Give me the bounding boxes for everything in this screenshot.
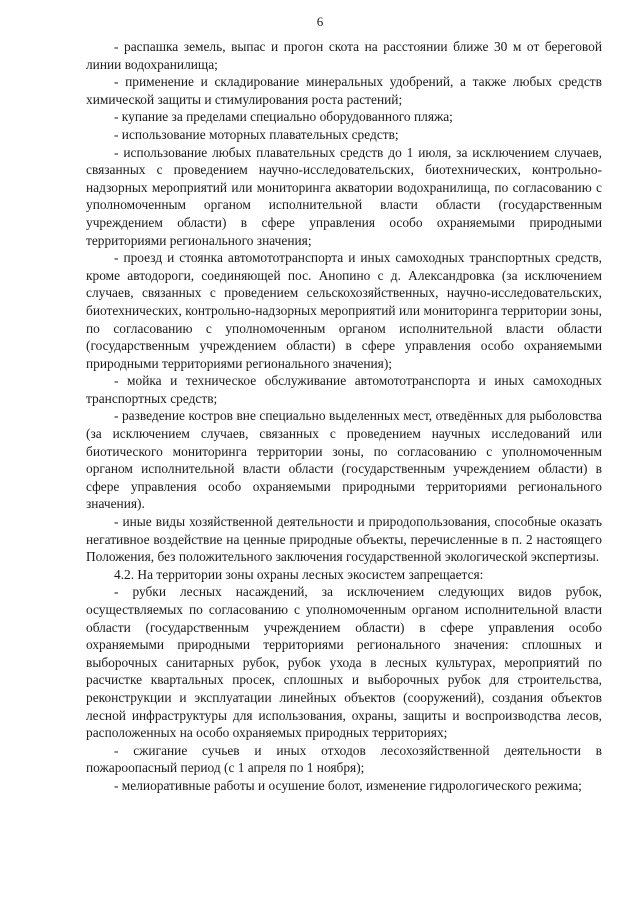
paragraph-campfires: - разведение костров вне специально выделенных мест, отведённых для рыболовства (за исключением случаев, связанных с проведением научных исследований или биотического мониторинга территории зоны, по согласованию с уполномоченным органом исполнительной власти области (государственным учреждением области) в сфере управления особо охраняемыми природными территориями регионального значения). [86, 408, 602, 512]
paragraph-land-reclamation: - мелиоративные работы и осушение болот, изменение гидрологического режима; [114, 777, 582, 793]
paragraph-tree-felling: - рубки лесных насаждений, за исключением следующих видов рубок, осуществляемых по согласованию с уполномоченным органом исполнительной власти области (государственным учреждением области) в сфере управления особо охраняемыми природными территориями регионального значения: сплошных и выборочных санитарных рубок, рубок ухода в лесных культурах, мероприятий по расчистке квартальных просек, сплошных и выборочных рубок для строительства, реконструкции и эксплуатации линейных объектов (сооружений), создания объектов лесной инфраструктуры для использования, охраны, защиты и воспроизводства лесов, расположенных на особо охраняемых природных территориях; [86, 584, 602, 741]
document-body [86, 38, 602, 795]
paragraph-vehicle-washing: - мойка и техническое обслуживание автомототранспорта и иных самоходных транспортных средств; [86, 373, 602, 406]
section-heading-4-2: 4.2. На территории зоны охраны лесных экосистем запрещается: [114, 566, 484, 582]
paragraph-swimming: - купание за пределами специально оборудованного пляжа; [114, 109, 453, 125]
paragraph-land-plowing: - распашка земель, выпас и прогон скота на расстоянии ближе 30 м от береговой линии водохранилища; [86, 39, 602, 72]
paragraph-fertilizers: - применение и складирование минеральных удобрений, а также любых средств химической защиты и стимулирования роста растений; [86, 74, 602, 107]
paragraph-vehicle-passage: - проезд и стоянка автомототранспорта и иных самоходных транспортных средств, кроме автодороги, соединяющей пос. Анопино с д. Александровка (за исключением случаев, связанных с проведением сельскохозяйственных, научно-исследовательских, биотехнических, контрольно-надзорных мероприятий или мониторинга территории зоны, по согласованию с уполномоченным органом исполнительной власти области (государственным учреждением области) в сфере управления особо охраняемыми природными территориями регионального значения); [86, 250, 602, 371]
page-number: 6 [316, 14, 324, 29]
paragraph-other-activities: - иные виды хозяйственной деятельности и природопользования, способные оказать негативное воздействие на ценные природные объекты, перечисленные в п. 2 настоящего Положения, без положительного заключения государственной экологической экспертизы. [86, 514, 602, 565]
paragraph-burning-waste: - сжигание сучьев и иных отходов лесохозяйственной деятельности в пожароопасный период (с 1 апреля по 1 ноября); [86, 742, 602, 776]
paragraph-motor-boats: - использование моторных плавательных средств; [114, 126, 399, 142]
paragraph-any-boats: - использование любых плавательных средств до 1 июля, за исключением случаев, связанных с проведением научно-исследовательских, биотехнических, контрольно-надзорных мероприятий или мониторинга акватории водохранилища, по согласованию с уполномоченным органом исполнительной власти области (государственным учреждением области) в сфере управления особо охраняемыми природными территориями регионального значения; [86, 144, 602, 248]
